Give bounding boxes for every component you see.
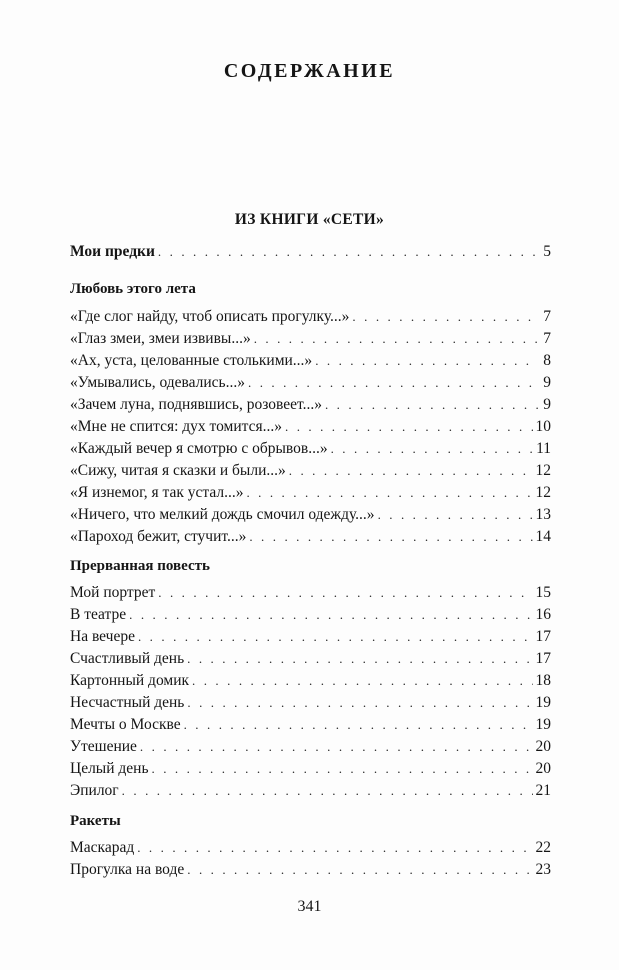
toc-entry[interactable] <box>70 526 551 548</box>
entry-page: 7 <box>543 330 551 347</box>
toc-section <box>70 556 551 802</box>
toc-entry[interactable] <box>70 837 551 859</box>
leader-dots <box>158 241 538 263</box>
entry-page: 8 <box>543 352 551 369</box>
entry-page: 18 <box>535 672 551 689</box>
toc-entry[interactable] <box>70 460 551 482</box>
leader-dots <box>246 482 532 504</box>
toc-entry[interactable] <box>70 714 551 736</box>
toc-entry[interactable] <box>70 758 551 780</box>
entry-title: «Глаз змеи, змеи извивы...» <box>70 330 251 347</box>
entry-page: 22 <box>535 839 551 856</box>
entry-page: 13 <box>535 506 551 523</box>
entry-title: Счастливый день <box>70 650 185 667</box>
entry-title: Целый день <box>70 760 149 777</box>
leader-dots <box>248 372 538 394</box>
entry-title: В театре <box>70 606 127 623</box>
entry-title: Эпилог <box>70 782 119 799</box>
entry-page: 19 <box>535 694 551 711</box>
entry-page: 11 <box>536 440 551 457</box>
leader-dots <box>152 758 533 780</box>
section-heading: Любовь этого лета <box>70 281 196 297</box>
leader-dots <box>285 416 533 438</box>
leader-dots <box>129 604 532 626</box>
entry-title: «Ничего, что мелкий дождь смочил одежду...» <box>70 506 375 523</box>
leader-dots <box>378 504 533 526</box>
entry-page: 9 <box>543 396 551 413</box>
entry-title: Мои предки <box>70 243 155 260</box>
toc-entry[interactable] <box>70 648 551 670</box>
entry-page: 7 <box>543 308 551 325</box>
toc-entry[interactable] <box>70 241 551 263</box>
entry-title: Несчастный день <box>70 694 185 711</box>
toc-entry[interactable] <box>70 504 551 526</box>
leader-dots <box>254 328 538 350</box>
leader-dots <box>138 626 533 648</box>
leader-dots <box>249 526 532 548</box>
toc-section <box>70 279 551 548</box>
leader-dots <box>137 837 532 859</box>
leader-dots <box>140 736 533 758</box>
entry-page: 15 <box>535 584 551 601</box>
entry-page: 14 <box>535 528 551 545</box>
toc-entry[interactable] <box>70 736 551 758</box>
entry-title: Мечты о Москве <box>70 716 181 733</box>
entry-title: На вечере <box>70 628 135 645</box>
toc-entry[interactable] <box>70 626 551 648</box>
entry-title: Мой портрет <box>70 584 156 601</box>
toc-section <box>70 811 551 881</box>
leader-dots <box>187 859 532 881</box>
book-title: ИЗ КНИГИ «СЕТИ» <box>234 211 385 228</box>
toc-entry[interactable] <box>70 372 551 394</box>
entry-page: 9 <box>543 374 551 391</box>
toc-entry[interactable] <box>70 438 551 460</box>
leader-dots <box>289 460 533 482</box>
entry-page: 21 <box>535 782 551 799</box>
entry-title: Прогулка на воде <box>70 861 185 878</box>
toc-entry[interactable] <box>70 328 551 350</box>
page-title: СОДЕРЖАНИЕ <box>223 60 396 82</box>
toc-entry[interactable] <box>70 416 551 438</box>
entry-page: 5 <box>543 243 551 260</box>
toc-block-intro <box>70 241 551 263</box>
page-number: 341 <box>297 898 322 915</box>
leader-dots <box>187 648 532 670</box>
entry-title: «Сижу, читая я сказки и были...» <box>70 462 286 479</box>
leader-dots <box>352 306 538 328</box>
leader-dots <box>331 438 533 460</box>
section-heading: Ракеты <box>70 813 121 829</box>
entry-title: Картонный домик <box>70 672 190 689</box>
section-heading: Прерванная повесть <box>70 558 210 574</box>
toc-entry[interactable] <box>70 306 551 328</box>
toc-entry[interactable] <box>70 350 551 372</box>
leader-dots <box>315 350 538 372</box>
entry-page: 12 <box>535 462 551 479</box>
entry-title: Маскарад <box>70 839 135 856</box>
entry-page: 16 <box>535 606 551 623</box>
leader-dots <box>325 394 538 416</box>
entry-title: «Каждый вечер я смотрю с обрывов...» <box>70 440 328 457</box>
entry-page: 20 <box>535 760 551 777</box>
entry-title: «Мне не спится: дух томится...» <box>70 418 282 435</box>
entry-title: «Где слог найду, чтоб описать прогулку...» <box>70 308 350 325</box>
leader-dots <box>187 692 532 714</box>
toc-entry[interactable] <box>70 692 551 714</box>
entry-page: 17 <box>535 650 551 667</box>
entry-page: 19 <box>535 716 551 733</box>
leader-dots <box>158 582 532 604</box>
entry-page: 20 <box>535 738 551 755</box>
entry-page: 23 <box>535 861 551 878</box>
toc-entry[interactable] <box>70 859 551 881</box>
leader-dots <box>122 780 533 802</box>
entry-title: «Ах, уста, целованные столькими...» <box>70 352 313 369</box>
toc-entry[interactable] <box>70 482 551 504</box>
entry-title: «Пароход бежит, стучит...» <box>70 528 247 545</box>
entry-title: «Я изнемог, я так устал...» <box>70 484 244 501</box>
toc-entry[interactable] <box>70 670 551 692</box>
leader-dots <box>184 714 533 736</box>
toc-entry[interactable] <box>70 604 551 626</box>
leader-dots <box>192 670 532 692</box>
entry-title: «Умывались, одевались...» <box>70 374 245 391</box>
entry-page: 17 <box>535 628 551 645</box>
toc-entry[interactable] <box>70 394 551 416</box>
entry-title: Утешение <box>70 738 137 755</box>
entry-page: 10 <box>535 418 551 435</box>
entry-page: 12 <box>535 484 551 501</box>
entry-title: «Зачем луна, поднявшись, розовеет...» <box>70 396 322 413</box>
toc-entry[interactable] <box>70 582 551 604</box>
toc-entry[interactable] <box>70 780 551 802</box>
